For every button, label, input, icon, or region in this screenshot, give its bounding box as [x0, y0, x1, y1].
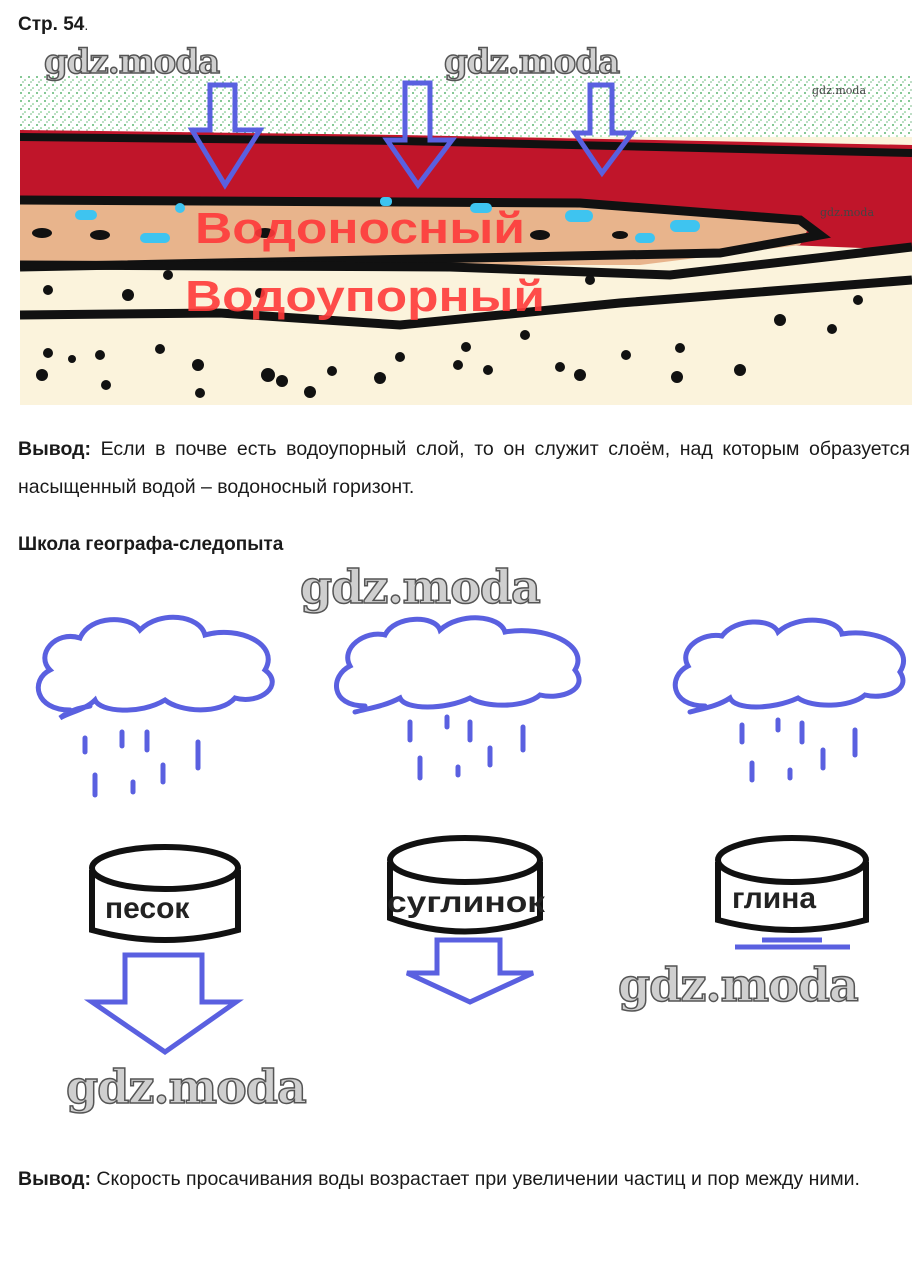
clay-seepage [735, 940, 850, 947]
container-label-sand: песок [105, 892, 190, 925]
conclusion-1 [18, 430, 910, 506]
page-number-dot: . [84, 17, 89, 33]
page-number [18, 14, 88, 36]
conclusion-1-label: Вывод: [18, 438, 91, 460]
grass-layer [20, 75, 912, 137]
watermark: gdz.moda [444, 42, 620, 82]
aquifer-label: Водоносный [195, 204, 525, 253]
watermark: gdz.moda [820, 206, 875, 219]
aquitard-label: Водоупорный [185, 272, 545, 321]
container-label-clay: глина [732, 882, 817, 915]
section-title: Школа географа-следопыта [18, 534, 284, 555]
page-number-text: Стр. 54 [18, 14, 85, 35]
conclusion-1-text: Если в почве есть водоупорный слой, то он служит слоём, над которым образуется насыщенный водой – водоносный горизонт. [18, 438, 910, 498]
watermark: gdz.moda [66, 1060, 306, 1114]
container-label-loam: суглинок [387, 886, 547, 919]
watermark: gdz.moda [300, 560, 540, 614]
conclusion-2-label: Вывод: [18, 1168, 91, 1190]
watermark: gdz.moda [44, 42, 220, 82]
rain-drops [85, 717, 855, 795]
watermark: gdz.moda [812, 84, 867, 97]
soil-layers-diagram [20, 75, 912, 405]
cloud-icon [38, 617, 272, 718]
arrow-down-icon [92, 955, 236, 1052]
conclusion-2-text: Скорость просачивания воды возрастает при увеличении частиц и пор между ними. [91, 1168, 860, 1190]
watermark: gdz.moda [618, 958, 858, 1012]
conclusion-2 [18, 1160, 910, 1198]
cloud-icon [336, 618, 579, 712]
cloud-icon [675, 620, 903, 712]
arrow-down-icon [407, 940, 533, 1002]
